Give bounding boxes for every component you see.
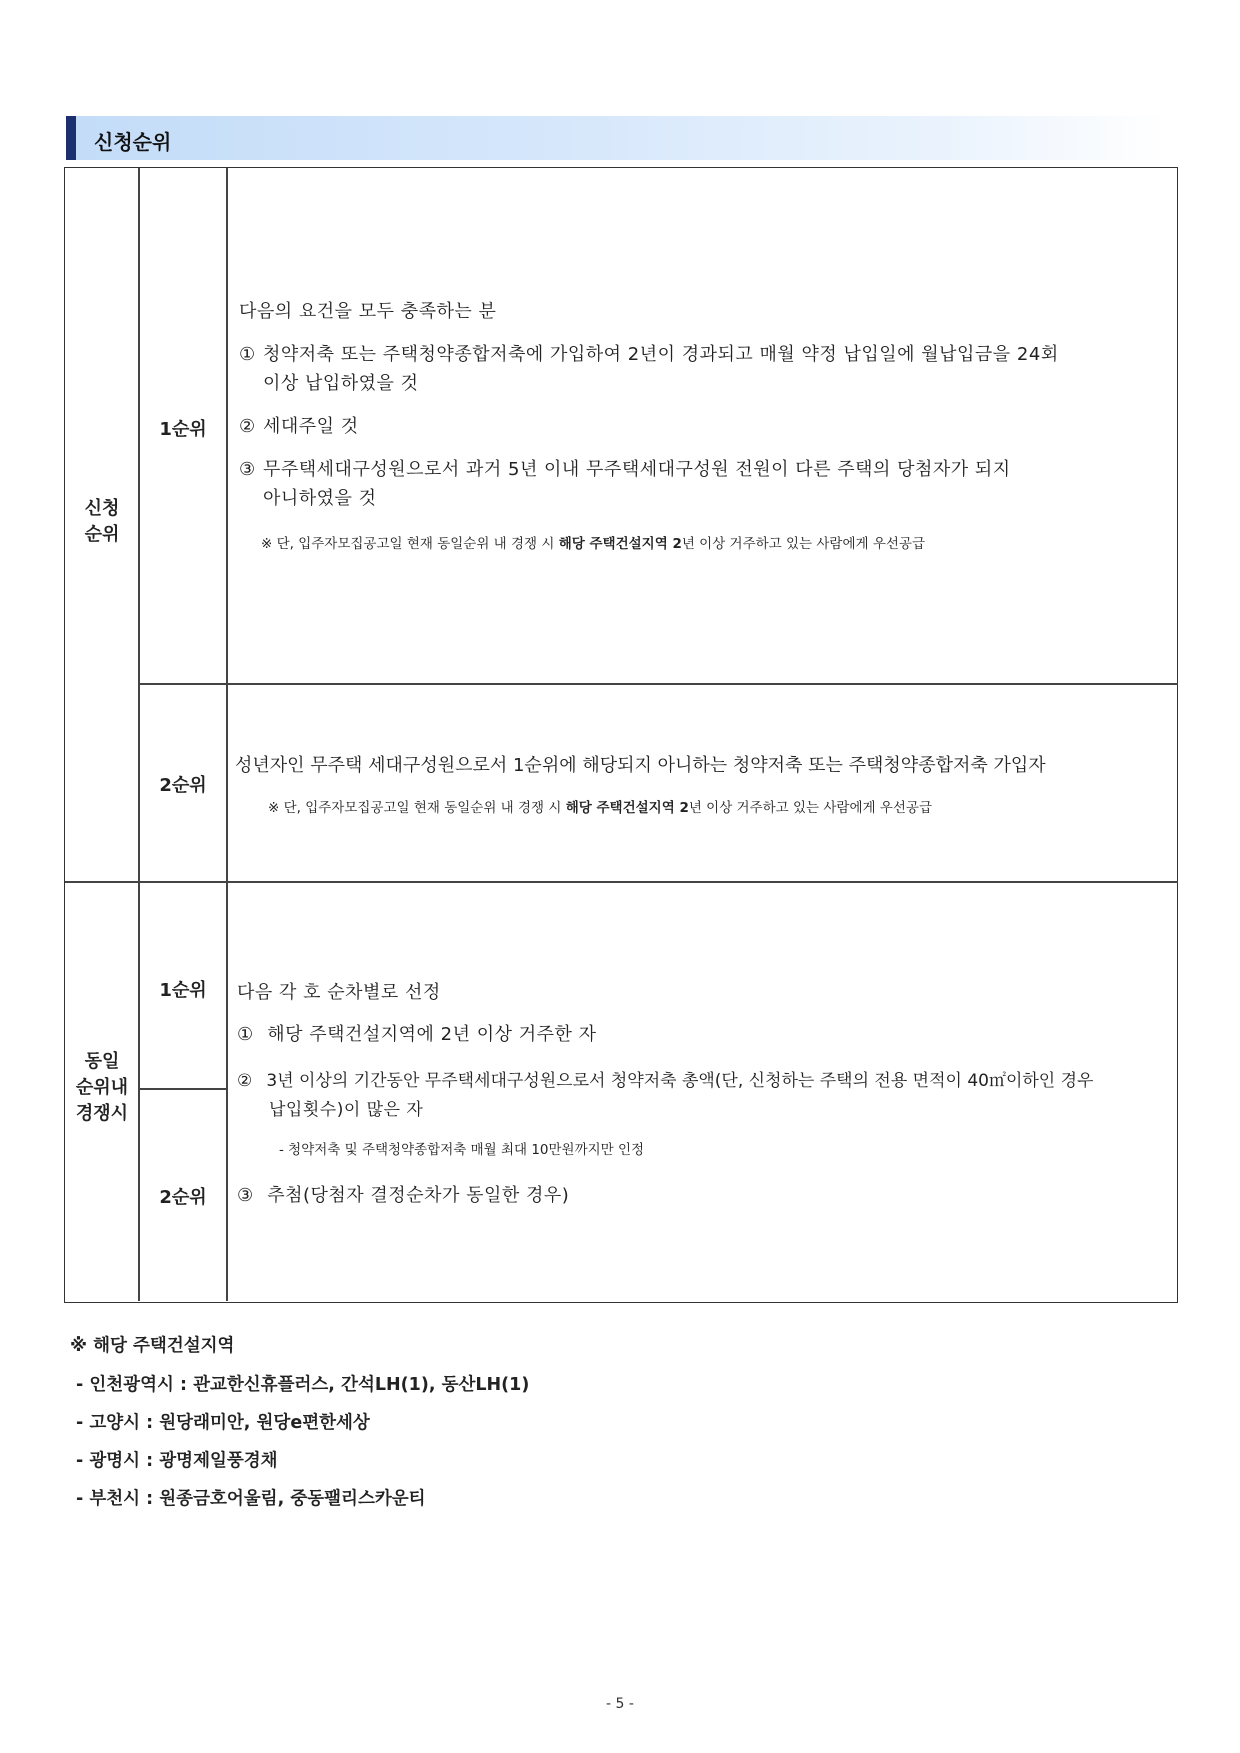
footnote-item: - 고양시 : 원당래미안, 원당e편한세상	[76, 1413, 370, 1433]
item-marker: ①	[237, 1024, 254, 1045]
tie-item3	[237, 1182, 569, 1210]
tie-item2-sub: - 청약저축 및 주택청약종합저축 매월 최대 10만원까지만 인정	[279, 1142, 645, 1158]
tie-item2	[237, 1067, 1093, 1095]
apply-rank1-intro: 다음의 요건을 모두 충족하는 분	[239, 301, 497, 322]
tie-item2-line1: 3년 이상의 기간동안 무주택세대구성원으로서 청약저축 총액(단, 신청하는 주택의 전용 면적이 40㎡이하인 경우	[266, 1071, 1094, 1091]
apply-rank2-text: 성년자인 무주택 세대구성원으로서 1순위에 해당되지 아니하는 청약저축 또는 주택청약종합저축 가입자	[235, 755, 1046, 776]
category-apply-line2: 순위	[84, 524, 120, 545]
category-apply-order	[65, 496, 139, 548]
note-prefix: ※ 단, 입주자모집공고일 현재 동일순위 내 경쟁 시	[261, 536, 555, 552]
table-hline-rank-split-2	[138, 1088, 226, 1090]
apply-rank1-item3-line1: 무주택세대구성원으로서 과거 5년 이내 무주택세대구성원 전원이 다른 주택의 당첨자가 되지	[263, 459, 1011, 480]
tie-item2-cont: 납입횟수)이 많은 자	[269, 1100, 424, 1120]
apply-rank1-item1	[239, 341, 1059, 369]
apply-rank1-item3-cont: 아니하였을 것	[263, 488, 377, 509]
tie-item1	[237, 1021, 597, 1049]
tie-rank2-label: 2순위	[159, 1187, 207, 1208]
section-header-accent-bar	[66, 116, 76, 160]
tie-rank1-label: 1순위	[159, 980, 207, 1001]
apply-rank2-label: 2순위	[159, 775, 207, 796]
footnote-title: ※ 해당 주택건설지역	[70, 1336, 235, 1356]
note-bold: 해당 주택건설지역 2	[558, 536, 682, 552]
apply-rank1-item1-cont: 이상 납입하였을 것	[263, 373, 419, 394]
item-marker: ③	[239, 459, 256, 480]
table-vline-1	[138, 168, 140, 1301]
apply-rank1-note	[261, 532, 925, 552]
note-suffix: 년 이상 거주하고 있는 사람에게 우선공급	[688, 800, 932, 816]
table-hline-section-split	[65, 881, 1178, 883]
footnote-item: - 인천광역시 : 관교한신휴플러스, 간석LH(1), 동산LH(1)	[76, 1375, 530, 1395]
category-tie-line2: 순위내	[75, 1077, 129, 1098]
priority-table	[64, 167, 1178, 1303]
item-marker: ①	[239, 344, 256, 365]
category-tie-line3: 경쟁시	[75, 1103, 129, 1124]
category-tie-line1: 동일	[84, 1051, 120, 1072]
category-apply-line1: 신청	[84, 498, 120, 519]
page-number: - 5 -	[606, 1696, 634, 1712]
note-bold: 해당 주택건설지역 2	[565, 800, 689, 816]
table-hline-rank-split-1	[138, 683, 1178, 685]
apply-rank2-note	[268, 796, 932, 816]
tie-item3-text: 추첨(당첨자 결정순차가 동일한 경우)	[267, 1185, 570, 1206]
tie-item1-text: 해당 주택건설지역에 2년 이상 거주한 자	[267, 1024, 597, 1045]
footnote-item: - 부천시 : 원종금호어울림, 중동팰리스카운티	[76, 1489, 426, 1509]
apply-rank1-item3	[239, 456, 1011, 484]
apply-rank1-item2-text: 세대주일 것	[263, 416, 359, 437]
footnote-item: - 광명시 : 광명제일풍경채	[76, 1451, 278, 1471]
section-title: 신청순위	[94, 130, 172, 154]
item-marker: ②	[239, 416, 256, 437]
item-marker: ③	[237, 1185, 254, 1206]
note-prefix: ※ 단, 입주자모집공고일 현재 동일순위 내 경쟁 시	[268, 800, 562, 816]
apply-rank1-item1-line1: 청약저축 또는 주택청약종합저축에 가입하여 2년이 경과되고 매월 약정 납입일에 월납입금을 24회	[263, 344, 1059, 365]
tie-intro: 다음 각 호 순차별로 선정	[237, 982, 441, 1003]
apply-rank1-label: 1순위	[159, 419, 207, 440]
section-header	[66, 116, 1166, 160]
category-tie-break	[65, 1049, 139, 1127]
table-vline-2	[226, 168, 228, 1301]
note-suffix: 년 이상 거주하고 있는 사람에게 우선공급	[681, 536, 925, 552]
apply-rank1-item2	[239, 413, 359, 441]
item-marker: ②	[237, 1071, 253, 1091]
